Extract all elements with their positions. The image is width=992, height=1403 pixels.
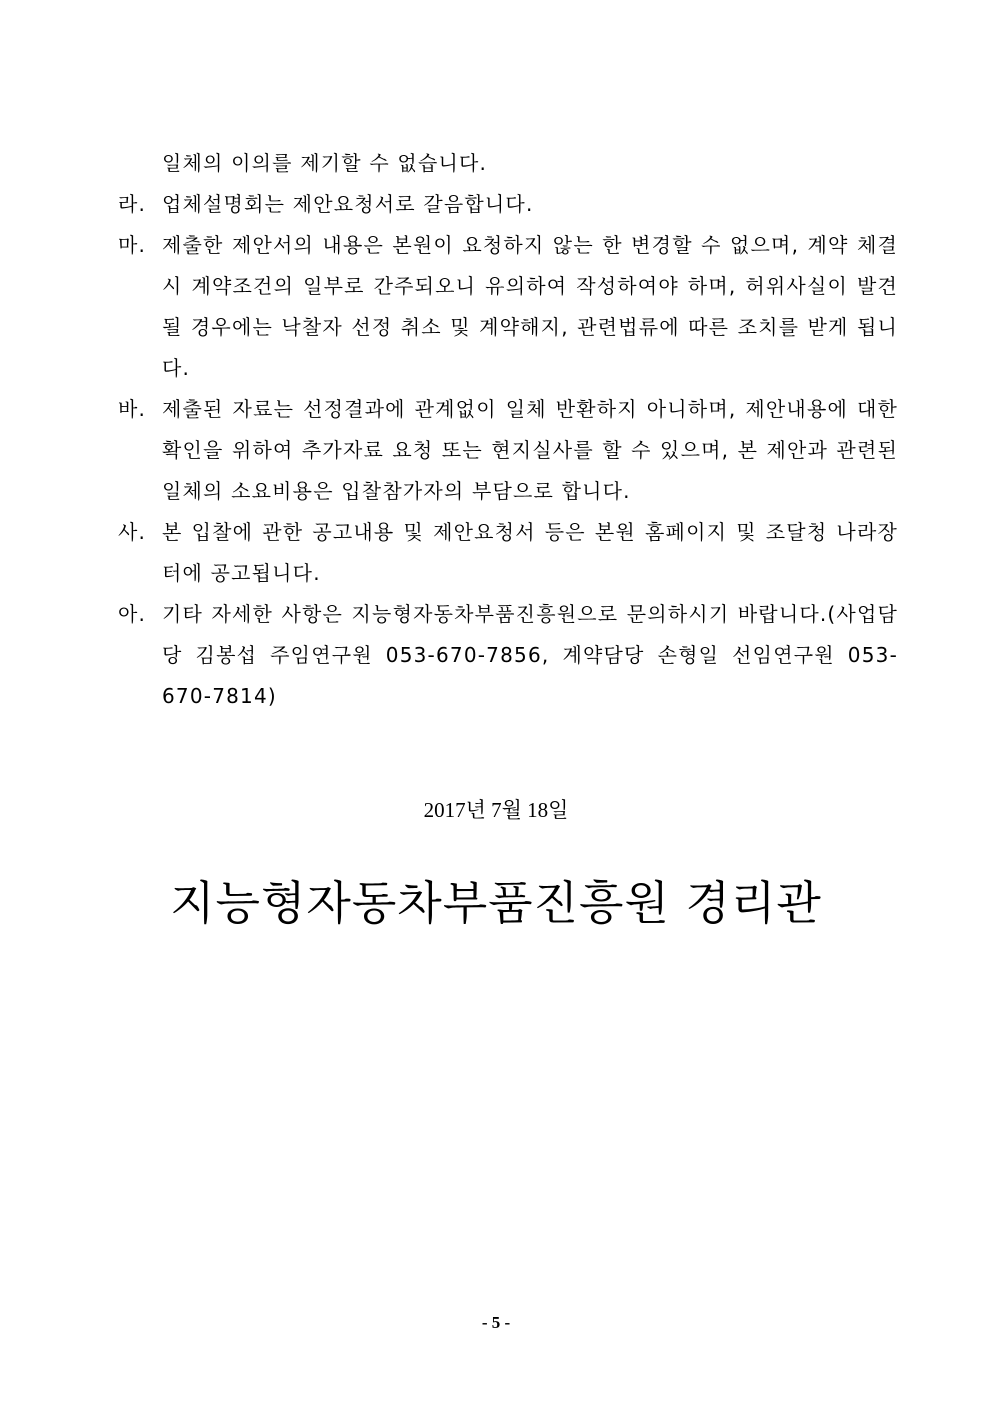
item-text: 업체설명회는 제안요청서로 갈음합니다.: [162, 192, 534, 216]
item-marker: 아.: [118, 602, 147, 626]
item-text: 제출된 자료는 선정결과에 관계없이 일체 반환하지 아니하며, 제안내용에 대한 확인을 위하여 추가자료 요청 또는 현지실사를 할 수 있으며, 본 제안과 관련된 일체의 소요비용은 입찰참가자의 부담으로 합니다.: [162, 397, 898, 503]
page-number: - 5 -: [481, 1313, 511, 1332]
list-item: [118, 389, 898, 512]
list-item: [118, 512, 898, 594]
list-item: [118, 594, 898, 717]
item-marker: 사.: [118, 520, 147, 544]
list-item: [118, 184, 898, 225]
organization-signature: 지능형자동차부품진흥원 경리관: [170, 876, 822, 930]
item-marker: 라.: [118, 192, 147, 216]
continuation-text: 일체의 이의를 제기할 수 없습니다.: [162, 151, 488, 175]
item-marker: 마.: [118, 233, 147, 257]
list-item: [118, 225, 898, 389]
item-text: 제출한 제안서의 내용은 본원이 요청하지 않는 한 변경할 수 없으며, 계약 체결시 계약조건의 일부로 간주되오니 유의하여 작성하여야 하며, 허위사실이 발견 될 경우에는 낙찰자 선정 취소 및 계약해지, 관련법류에 따른 조치를 받게 됩니다.: [162, 233, 898, 380]
document-body: [118, 143, 898, 717]
item-marker: 바.: [118, 397, 147, 421]
item-text: 본 입찰에 관한 공고내용 및 제안요청서 등은 본원 홈페이지 및 조달청 나라장터에 공고됩니다.: [162, 520, 898, 585]
item-text: 기타 자세한 사항은 지능형자동차부품진흥원으로 문의하시기 바랍니다.(사업담당 김봉섭 주임연구원 053-670-7856, 계약담당 손형일 선임연구원 053-670-7814): [162, 602, 898, 708]
document-date: 2017년 7월 18일: [423, 798, 569, 822]
